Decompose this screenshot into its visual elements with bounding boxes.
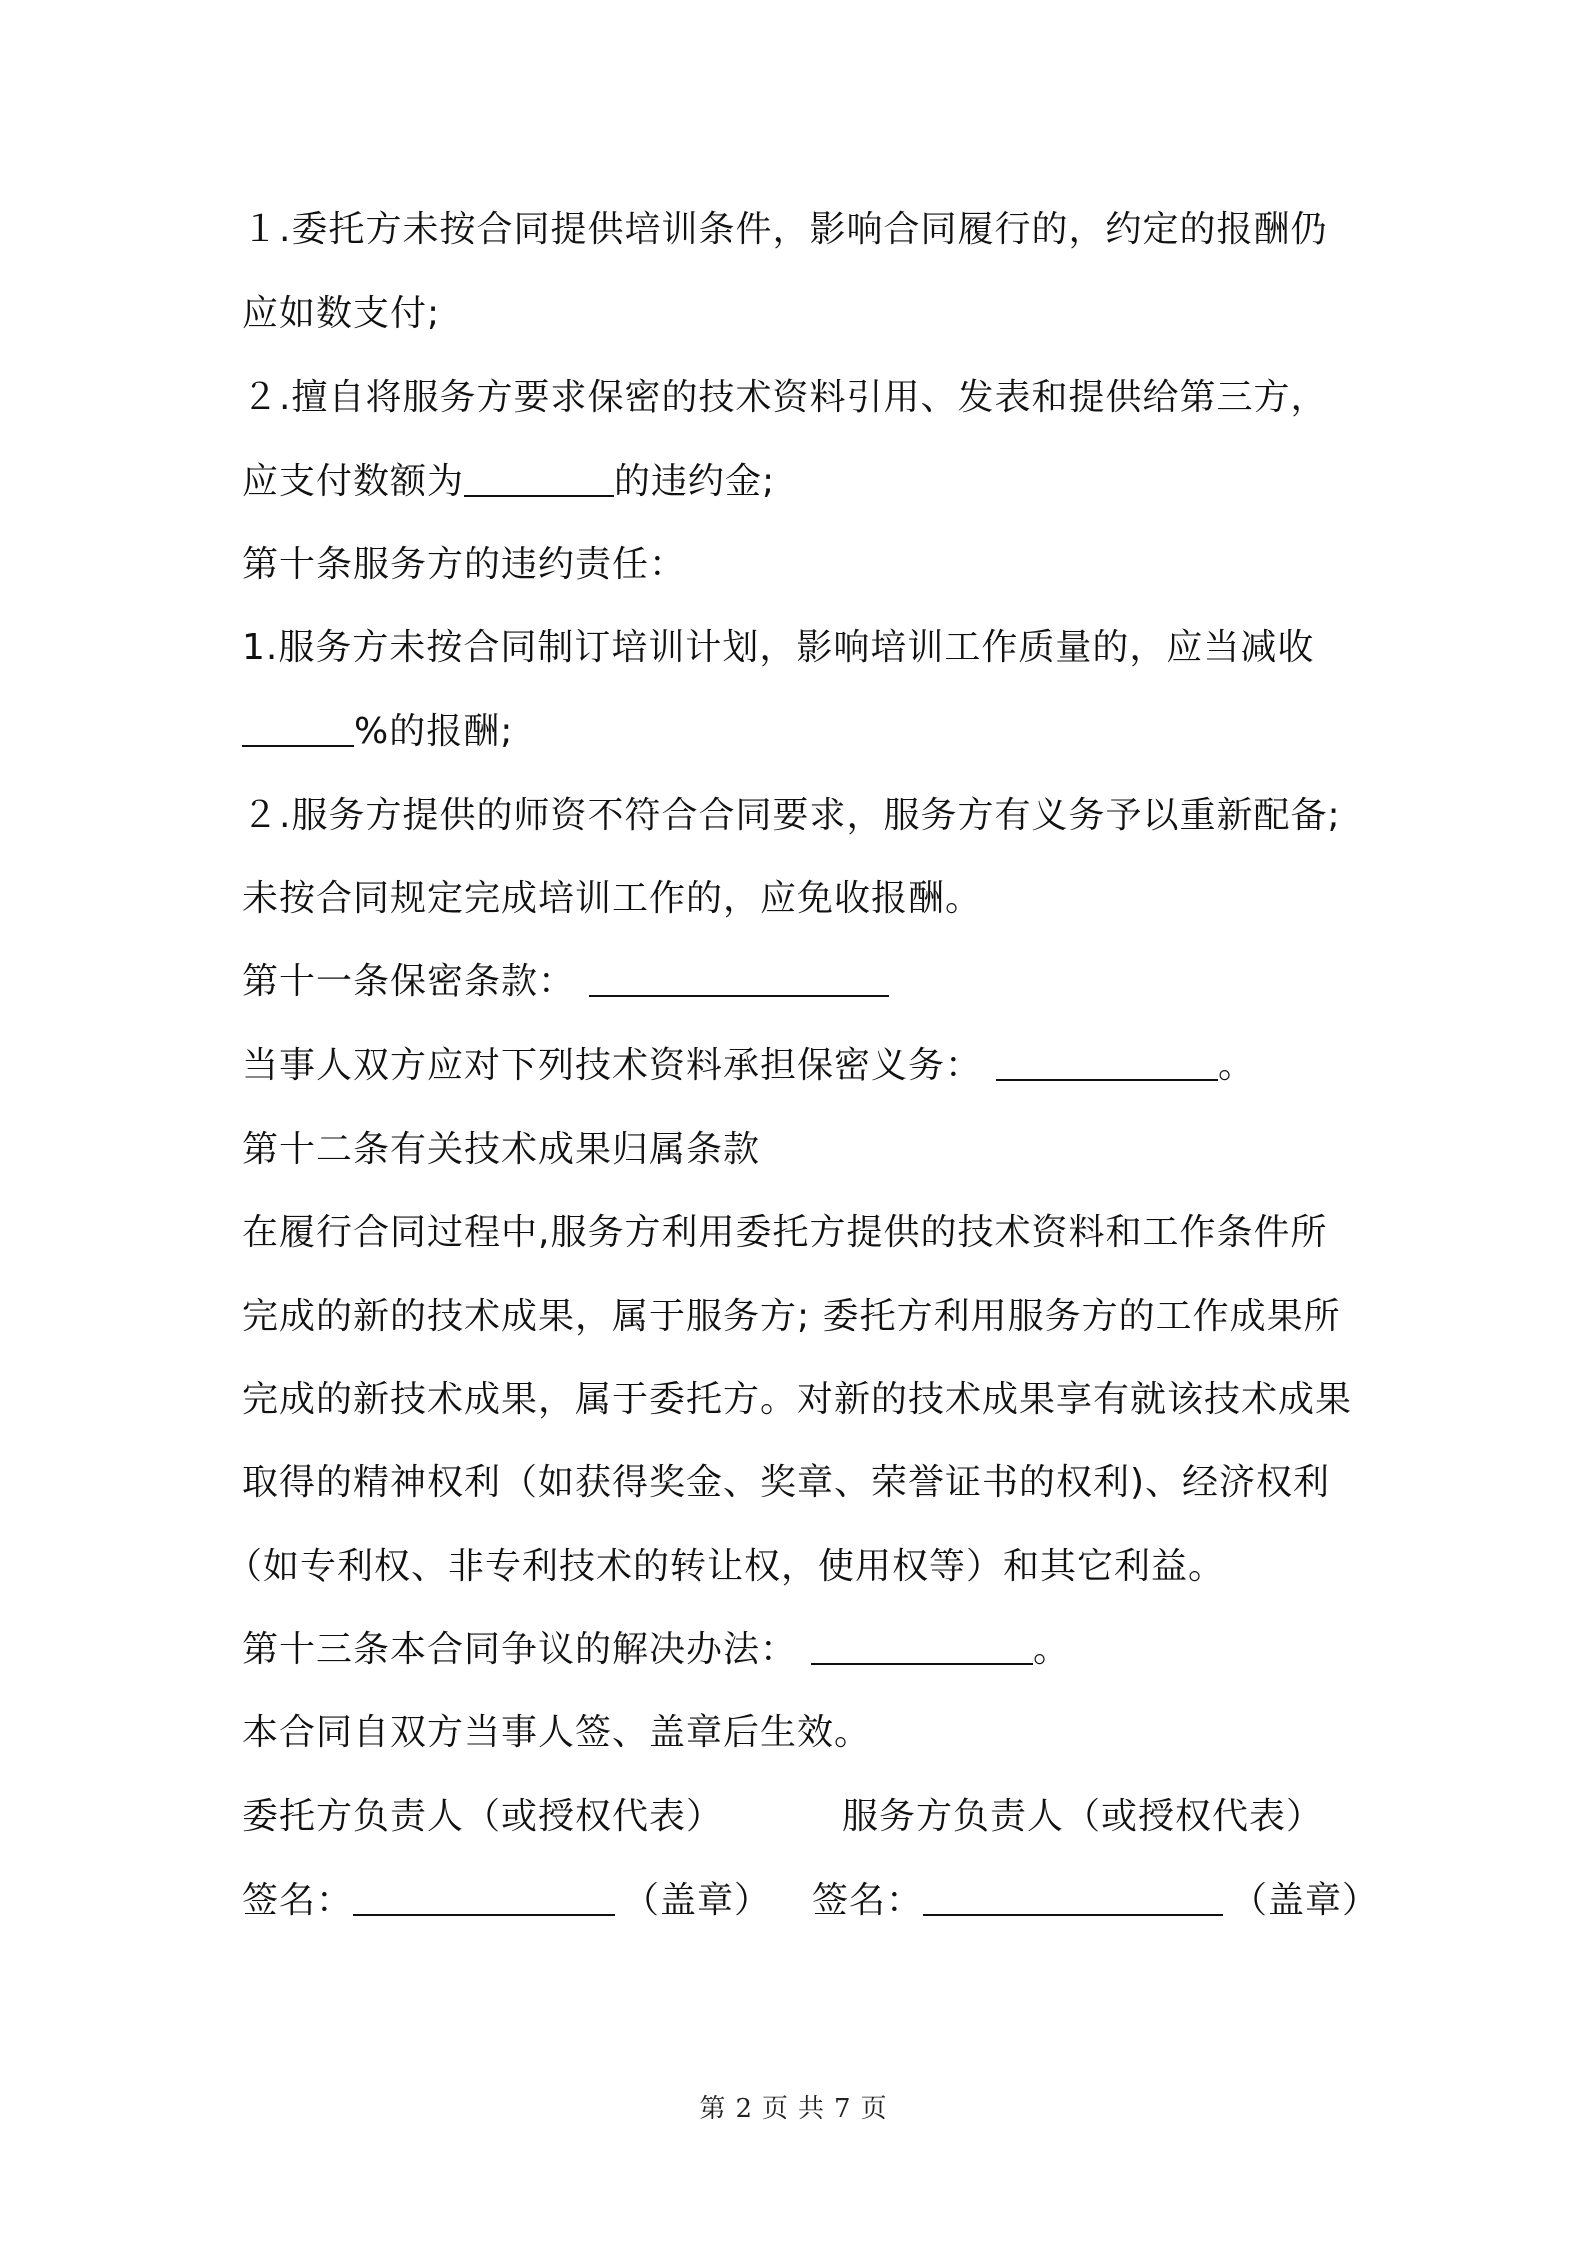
page-footer: 第 2 页 共 7 页 — [699, 2094, 887, 2124]
client-representative-label: 委托方负责人（或授权代表） — [242, 1796, 724, 1837]
clause-10-heading: 第十条服务方的违约责任： — [242, 544, 687, 585]
clause-12-body-2: 完成的新的技术成果，属于服务方; 委托方利用服务方的工作成果所 — [242, 1296, 1341, 1337]
total-pages: 7 — [834, 2094, 851, 2124]
penalty-amount-blank[interactable] — [464, 461, 614, 497]
clause-11-heading: 第十一条保密条款： — [242, 958, 889, 1006]
clause-9-item-2-cont: 应支付数额为 的违约金; — [242, 461, 776, 502]
page-number: 2 — [735, 2094, 752, 2124]
effective-clause: 本合同自双方当事人签、盖章后生效。 — [242, 1712, 872, 1753]
provider-signature-row: 签名： （盖章） — [812, 1880, 1380, 1921]
reduction-percent-blank[interactable] — [242, 711, 354, 747]
clause-12-body-1: 在履行合同过程中,服务方利用委托方提供的技术资料和工作条件所 — [242, 1212, 1328, 1253]
clause-10-item-1-cont: %的报酬; — [242, 708, 513, 756]
confidentiality-obligation: 当事人双方应对下列技术资料承担保密义务： 。 — [242, 1045, 1256, 1086]
clause-10-item-1: 1.服务方未按合同制订培训计划，影响培训工作质量的，应当减收 — [242, 627, 1315, 668]
provider-representative-label: 服务方负责人（或授权代表） — [842, 1796, 1324, 1837]
confidential-materials-blank[interactable] — [996, 1045, 1218, 1081]
dispute-resolution-blank[interactable] — [811, 1629, 1033, 1665]
clause-9-item-2: ２.擅自将服务方要求保密的技术资料引用、发表和提供给第三方， — [242, 377, 1328, 418]
clause-10-item-2: ２.服务方提供的师资不符合合同要求，服务方有义务予以重新配备; — [242, 795, 1341, 836]
clause-12-body-4: 取得的精神权利（如获得奖金、奖章、荣誉证书的权利)、经济权利 — [242, 1462, 1331, 1503]
clause-10-item-2-cont: 未按合同规定完成培训工作的，应免收报酬。 — [242, 878, 983, 919]
client-signature-blank[interactable] — [353, 1880, 615, 1916]
clause-12-heading: 第十二条有关技术成果归属条款 — [242, 1129, 761, 1170]
provider-signature-blank[interactable] — [923, 1880, 1223, 1916]
clause-9-item-1-cont: 应如数支付; — [242, 293, 441, 334]
clause-9-item-1: １.委托方未按合同提供培训条件，影响合同履行的，约定的报酬仍 — [242, 209, 1328, 250]
clause-13-heading: 第十三条本合同争议的解决办法： 。 — [242, 1629, 1071, 1670]
clause-12-body-3: 完成的新技术成果，属于委托方。对新的技术成果享有就该技术成果 — [242, 1379, 1353, 1420]
client-signature-row: 签名： （盖章） — [242, 1880, 772, 1921]
clause-12-body-5: （如专利权、非专利技术的转让权，使用权等）和其它利益。 — [226, 1546, 1226, 1587]
confidentiality-clause-blank[interactable] — [589, 961, 889, 997]
